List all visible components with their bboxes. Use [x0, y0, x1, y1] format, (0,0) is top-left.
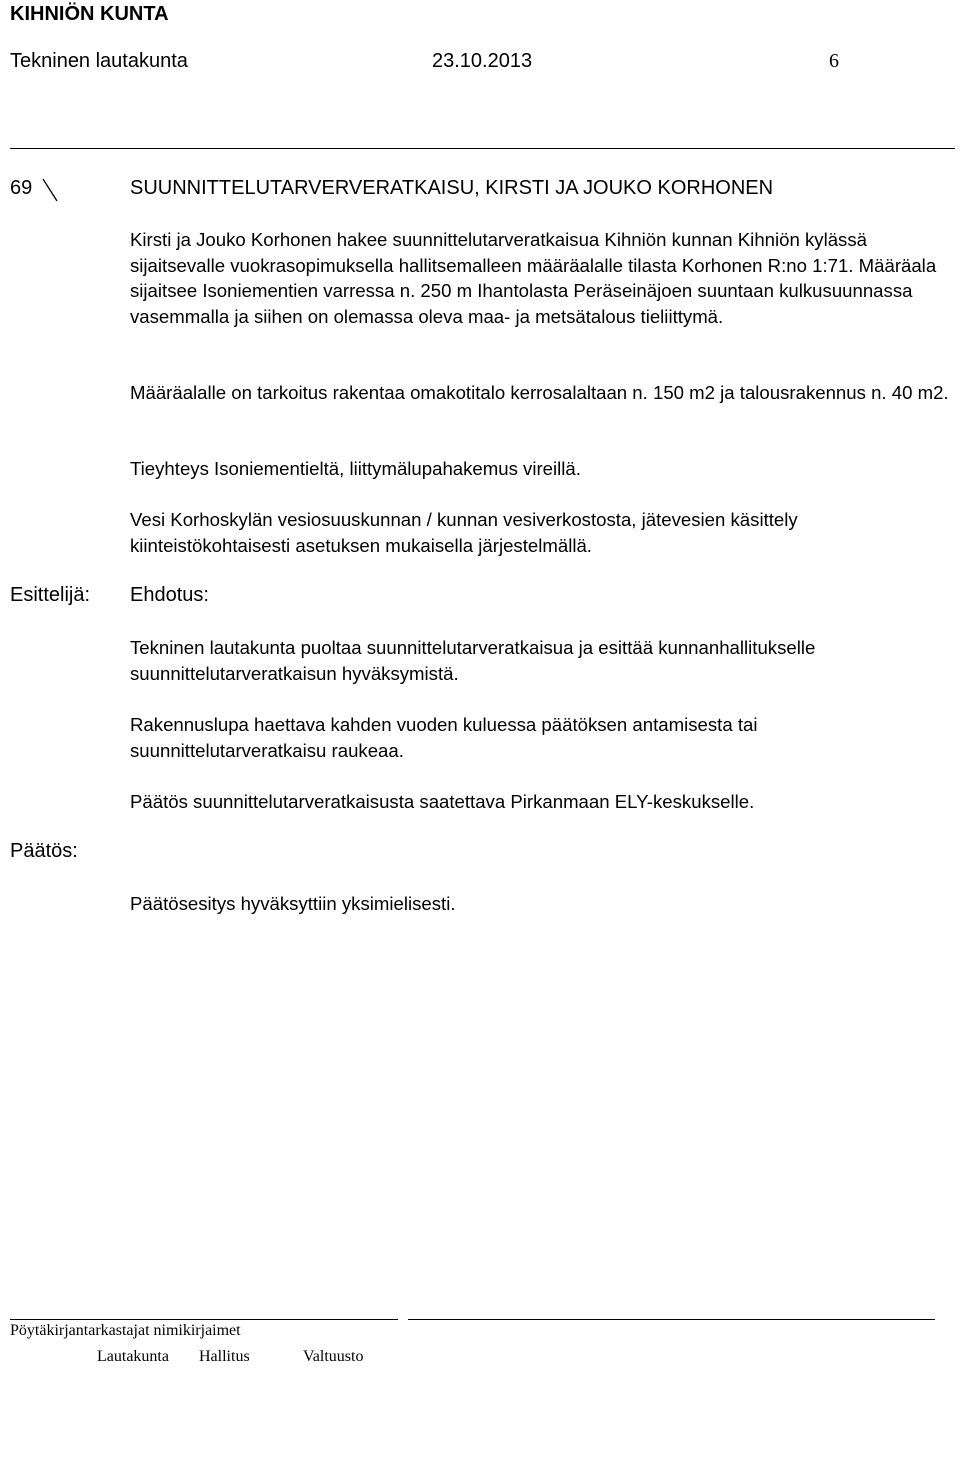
page-number: 6 — [829, 50, 839, 72]
building-permit-paragraph: Rakennuslupa haettava kahden vuoden kuluessa päätöksen antamisesta tai suunnittelutarveratkaisu raukeaa. — [130, 714, 758, 761]
water-supply-paragraph: Vesi Korhoskylän vesiosuuskunnan / kunnan vesiverkostosta, jätevesien käsittely kiinteistökohtaisesti asetuksen mukaisella järjestelmällä. — [130, 509, 798, 556]
signature-column-committee: Lautakunta — [97, 1348, 169, 1365]
signature-column-board: Hallitus — [199, 1348, 250, 1365]
road-access-paragraph: Tieyhteys Isoniementieltä, liittymälupahakemus vireillä. — [130, 458, 581, 479]
meeting-date: 23.10.2013 — [432, 50, 533, 72]
decision-label: Päätös: — [10, 840, 78, 862]
section-mark-icon — [40, 178, 60, 202]
signatures-label: Pöytäkirjantarkastajat nimikirjaimet — [10, 1322, 241, 1339]
proposal-label: Ehdotus: — [130, 584, 209, 606]
proposal-paragraph: Tekninen lautakunta puoltaa suunnittelutarveratkaisua ja esittää kunnanhallitukselle suunnittelutarveratkaisun hyväksymistä. — [130, 637, 816, 684]
signatures-line — [408, 1319, 935, 1320]
item-title: SUUNNITTELUTARVERVERATKAISU, KIRSTI JA JOUKO KORHONEN — [130, 177, 774, 199]
description-paragraph: Kirsti ja Jouko Korhonen hakee suunnittelutarveratkaisua Kihniön kunnan Kihniön kylässä sijaitsevalle vuokrasopimuksella hallitsemalleen määräalalle tilasta Korhonen R:no 1:71. Määräala sijaitsee Isoniementien varressa n. 250 m Ihantolasta Peräseinäjoen suuntaan kulkusuunnassa vasemmalla ja siihen on olemassa oleva maa- ja metsätalous tieliittymä. — [130, 229, 937, 327]
signatures-line — [10, 1319, 398, 1320]
presenter-label: Esittelijä: — [10, 584, 91, 606]
header-divider — [10, 148, 955, 149]
committee-name: Tekninen lautakunta — [10, 50, 188, 72]
decision-text: Päätösesitys hyväksyttiin yksimielisesti. — [130, 893, 456, 914]
building-plan-paragraph: Määräalalle on tarkoitus rakentaa omakotitalo kerrosalaltaan n. 150 m2 ja talousrakennus n. 40 m2. — [130, 382, 949, 403]
signature-column-council: Valtuusto — [303, 1348, 364, 1365]
organization-name: KIHNIÖN KUNTA — [10, 3, 169, 25]
notification-paragraph: Päätös suunnittelutarveratkaisusta saatettava Pirkanmaan ELY-keskukselle. — [130, 791, 755, 812]
item-number: 69 — [10, 177, 33, 199]
